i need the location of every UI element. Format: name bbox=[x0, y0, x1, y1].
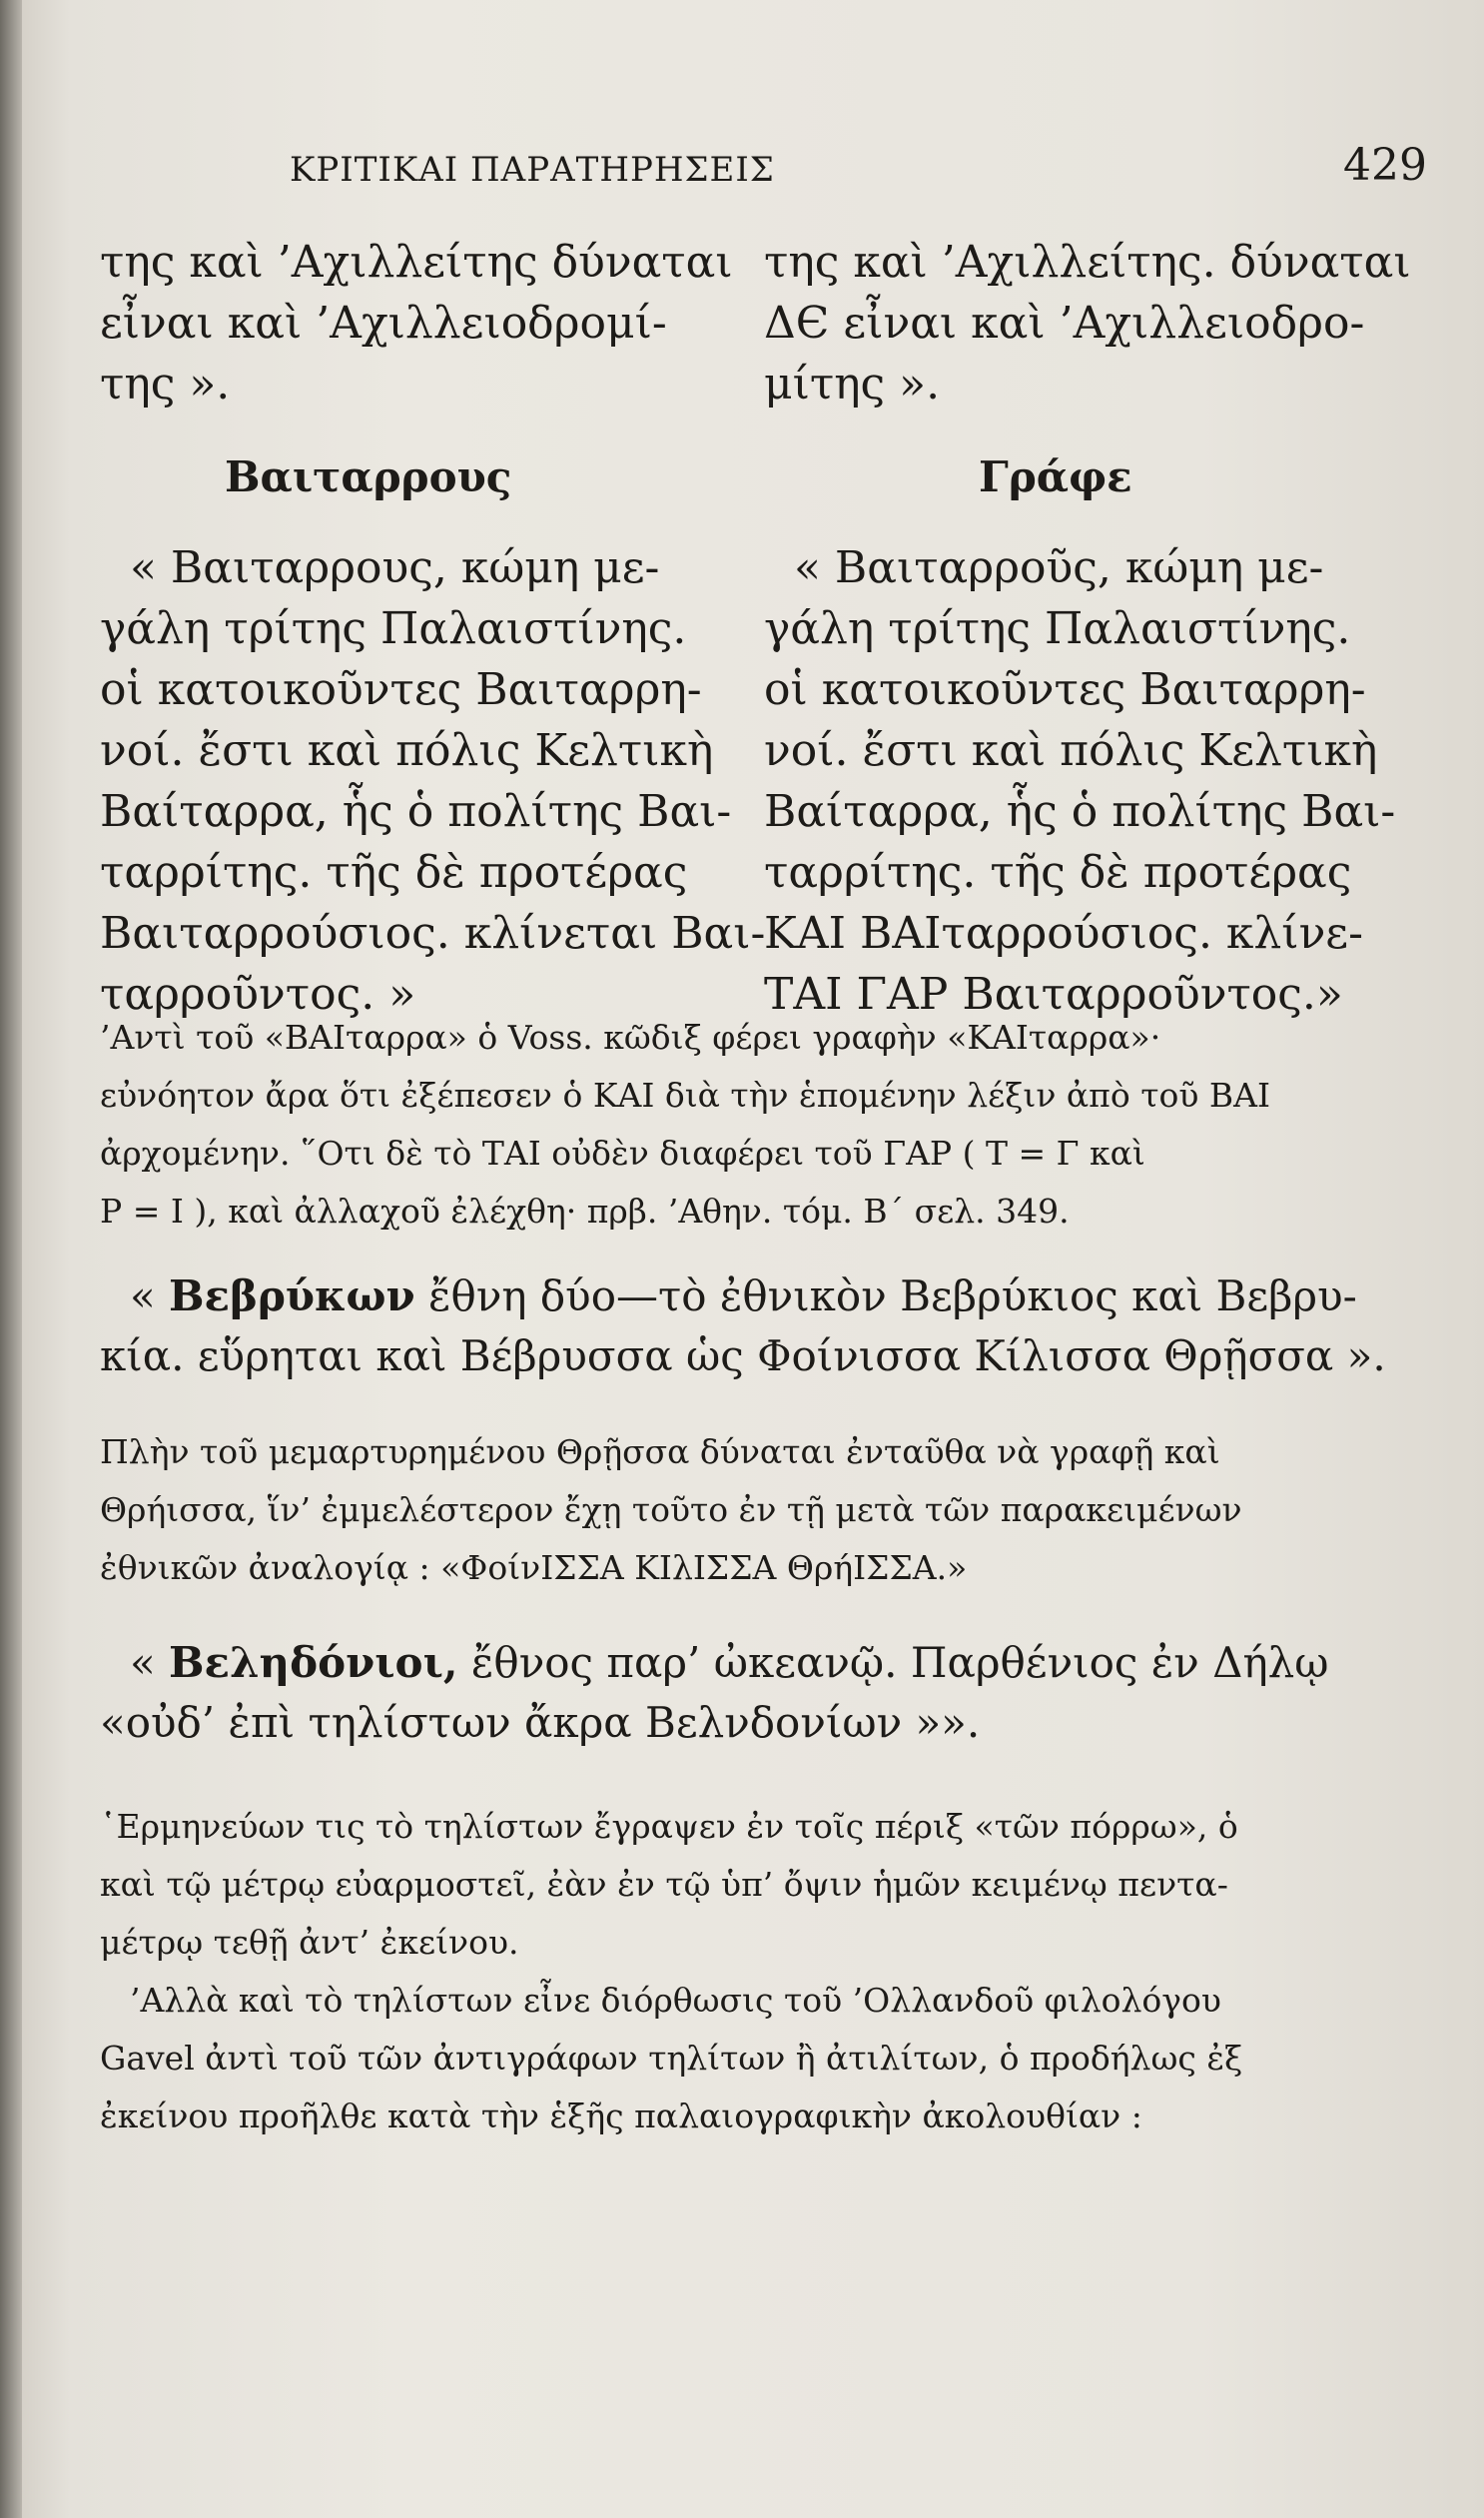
left-body-line: « Βαιταρρους, κώμη με- bbox=[130, 542, 660, 593]
right-body-line: οἱ κατοικοῦντες Βαιταρρη- bbox=[764, 664, 1366, 715]
left-intro-line: εἶναι καὶ ’Αχιλλειοδρομί- bbox=[100, 298, 667, 349]
running-title: ΚΡΙΤΙΚΑΙ ΠΑΡΑΤΗΡΗΣΕΙΣ bbox=[290, 150, 775, 190]
left-intro-line: της ». bbox=[100, 359, 231, 410]
note-line: Ρ = Ι ), καὶ ἀλλαχοῦ ἐλέχθη· πρβ. ’Αθην. τόμ. Β΄ σελ. 349. bbox=[100, 1192, 1070, 1231]
note-line: ’Αλλὰ καὶ τὸ τηλίστων εἶνε διόρθωσις τοῦ ’Ολλανδοῦ φιλολόγου bbox=[130, 1981, 1221, 2020]
left-column bbox=[100, 232, 766, 1025]
page-number: 429 bbox=[1343, 140, 1427, 191]
note-line: καὶ τῷ μέτρῳ εὐαρμοστεῖ, ἐὰν ἐν τῷ ὑπ’ ὄψιν ἡμῶν κειμένῳ πεντα- bbox=[100, 1865, 1228, 1904]
quote-term: Βεληδόνιοι, bbox=[169, 1638, 458, 1687]
note-line: Πλὴν τοῦ μεμαρτυρημένου Θρῇσσα δύναται ἐνταῦθα νὰ γραφῇ καὶ bbox=[100, 1432, 1220, 1471]
right-intro-line: ΔЄ εἶναι καὶ ’Αχιλλειοδρο- bbox=[764, 298, 1365, 349]
right-body-line: Βαίταρρα, ἧς ὁ πολίτης Βαι- bbox=[764, 786, 1396, 837]
note-line: Θρήισσα, ἵν’ ἐμμελέστερον ἔχῃ τοῦτο ἐν τῇ μετὰ τῶν παρακειμένων bbox=[100, 1490, 1242, 1529]
right-intro-line: μίτης ». bbox=[764, 359, 941, 410]
quote-term: Βεβρύκων bbox=[169, 1271, 415, 1320]
right-body-line: ΚΑΙ ΒΑΙταρρούσιος. κλίνε- bbox=[764, 908, 1363, 959]
quote-line: κία. εὕρηται καὶ Βέβρυσσα ὡς Φοίνισσα Κίλισσα Θρῇσσα ». bbox=[100, 1331, 1386, 1380]
left-body-line: οἱ κατοικοῦντες Βαιταρρη- bbox=[100, 664, 702, 715]
note-line: ῾Ερμηνεύων τις τὸ τηλίστων ἔγραψεν ἐν τοῖς πέριξ «τῶν πόρρω», ὁ bbox=[100, 1807, 1238, 1846]
quote-line: «οὐδ’ ἐπὶ τηλίστων ἄκρα Βελνδονίων »». bbox=[100, 1698, 981, 1747]
quote-line: « Βεβρύκων ἔθνη δύο—τὸ ἐθνικὸν Βεβρύκιος καὶ Βεβρυ- bbox=[130, 1271, 1357, 1320]
left-body-line: ταρροῦντος. » bbox=[100, 969, 416, 1020]
note-line: ἐθνικῶν ἀναλογίᾳ : «ΦοίνΙΣΣΑ ΚΙλΙΣΣΑ ΘρήΙΣΣΑ.» bbox=[100, 1548, 968, 1587]
right-body-line: ταρρίτης. τῆς δὲ προτέρας bbox=[764, 847, 1352, 898]
note-line: μέτρῳ τεθῇ ἀντ’ ἐκείνου. bbox=[100, 1923, 519, 1962]
left-body-line: γάλη τρίτης Παλαιστίνης. bbox=[100, 603, 687, 654]
book-spine-shadow bbox=[0, 0, 22, 2518]
right-intro-line: της καὶ ’Αχιλλείτης. δύναται bbox=[764, 237, 1411, 288]
note-line: Gavel ἀντὶ τοῦ τῶν ἀντιγράφων τηλίτων ἢ ἀτιλίτων, ὁ προδήλως ἐξ bbox=[100, 2039, 1243, 2078]
quote-line: « Βεληδόνιοι, ἔθνος παρ’ ὠκεανῷ. Παρθένιος ἐν Δήλῳ bbox=[130, 1638, 1329, 1687]
right-body-line: νοί. ἔστι καὶ πόλις Κελτικὴ bbox=[764, 725, 1378, 776]
left-body-line: Βαίταρρα, ἧς ὁ πολίτης Βαι- bbox=[100, 786, 732, 837]
right-column-heading: Γράφε bbox=[979, 452, 1132, 501]
note-line: ’Αντὶ τοῦ «ΒΑΙταρρα» ὁ Voss. κῶδιξ φέρει γραφὴν «ΚΑΙταρρα»· bbox=[100, 1018, 1161, 1057]
right-body-line: γάλη τρίτης Παλαιστίνης. bbox=[764, 603, 1351, 654]
note-line: εὐνόητον ἄρα ὅτι ἐξέπεσεν ὁ ΚΑΙ διὰ τὴν ἑπομένην λέξιν ἀπὸ τοῦ ΒΑΙ bbox=[100, 1076, 1270, 1115]
quote-text: ἔθνη δύο—τὸ ἐθνικὸν Βεβρύκιος καὶ Βεβρυ- bbox=[414, 1271, 1357, 1320]
note-line: ἐκείνου προῆλθε κατὰ τὴν ἑξῆς παλαιογραφικὴν ἀκολουθίαν : bbox=[100, 2097, 1142, 2135]
left-body-line: Βαιταρρούσιος. κλίνεται Βαι- bbox=[100, 908, 766, 959]
left-column-heading: Βαιταρρους bbox=[225, 452, 512, 501]
left-intro-line: της καὶ ’Αχιλλείτης δύναται bbox=[100, 237, 733, 288]
right-column bbox=[764, 232, 1411, 1025]
note-line: ἀρχομένην. ῞Οτι δὲ τὸ ΤΑΙ οὐδὲν διαφέρει τοῦ ΓΑΡ ( Τ = Γ καὶ bbox=[100, 1134, 1145, 1173]
left-body-line: νοί. ἔστι καὶ πόλις Κελτικὴ bbox=[100, 725, 714, 776]
right-body-line: ΤΑΙ ΓΑΡ Βαιταρροῦντος.» bbox=[764, 969, 1343, 1020]
quote-text: ἔθνος παρ’ ὠκεανῷ. Παρθένιος ἐν Δήλῳ bbox=[457, 1638, 1329, 1687]
right-body-line: « Βαιταρροῦς, κώμη με- bbox=[794, 542, 1324, 593]
left-body-line: ταρρίτης. τῆς δὲ προτέρας bbox=[100, 847, 688, 898]
